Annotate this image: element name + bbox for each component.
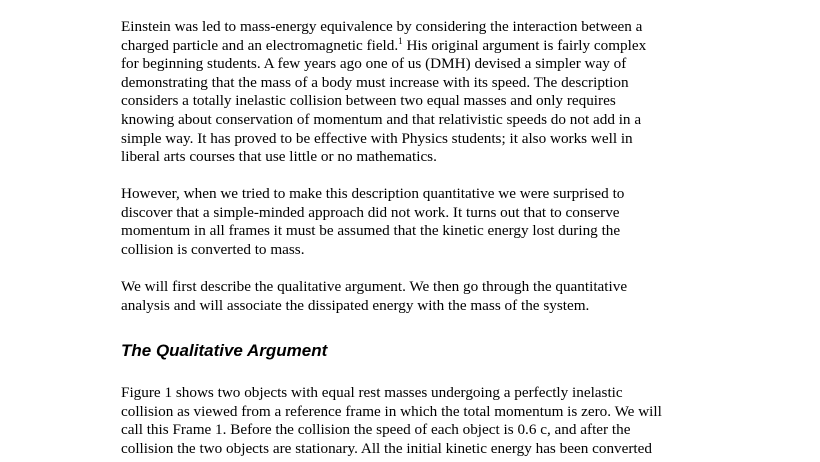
text-fragment: charged particle and an electromagnetic field. — [121, 36, 399, 54]
text-line: Figure 1 shows two objects with equal rest masses undergoing a perfectly inelastic — [121, 384, 623, 402]
document-page — [121, 18, 711, 458]
outline-paragraph — [121, 278, 711, 315]
section-heading: The Qualitative Argument — [121, 341, 328, 361]
text-line: demonstrating that the mass of a body must increase with its speed. The description — [121, 73, 629, 91]
problem-paragraph — [121, 185, 711, 259]
text-line: We will first describe the qualitative argument. We then go through the quantitative — [121, 277, 628, 295]
paragraph-spacer — [121, 260, 711, 278]
text-line: However, when we tried to make this description quantitative we were surprised to — [121, 185, 625, 203]
text-line: simple way. It has proved to be effective with Physics students; it also works well in — [121, 129, 633, 147]
text-line: Einstein was led to mass-energy equivalence by considering the interaction between a — [121, 18, 643, 35]
text-line: call this Frame 1. Before the collision the speed of each object is 0.6 c, and after the — [121, 421, 631, 439]
text-line: knowing about conservation of momentum and that relativistic speeds do not add in a — [121, 110, 642, 128]
text-line: discover that a simple-minded approach did not work. It turns out that to conserve — [121, 203, 620, 221]
text-fragment: His original argument is fairly complex — [402, 36, 647, 54]
heading-spacer — [121, 315, 711, 341]
intro-paragraph — [121, 18, 711, 167]
footnote-reference[interactable]: 1 — [398, 35, 403, 46]
paragraph-spacer — [121, 167, 711, 185]
text-line: collision as viewed from a reference frame in which the total momentum is zero. We will — [121, 402, 662, 420]
text-line: liberal arts courses that use little or no mathematics. — [121, 148, 437, 166]
text-line: collision is converted to mass. — [121, 240, 305, 258]
text-line: considers a totally inelastic collision between two equal masses and only requires — [121, 92, 616, 110]
heading-spacer — [121, 361, 711, 384]
text-line — [121, 37, 711, 56]
text-line: for beginning students. A few years ago one of us (DMH) devised a simpler way of — [121, 55, 627, 73]
text-line: momentum in all frames it must be assumed that the kinetic energy lost during the — [121, 222, 621, 240]
figure-description-paragraph — [121, 384, 711, 458]
text-line: analysis and will associate the dissipated energy with the mass of the system. — [121, 296, 590, 314]
text-line: collision the two objects are stationary. All the initial kinetic energy has been converted — [121, 439, 652, 457]
